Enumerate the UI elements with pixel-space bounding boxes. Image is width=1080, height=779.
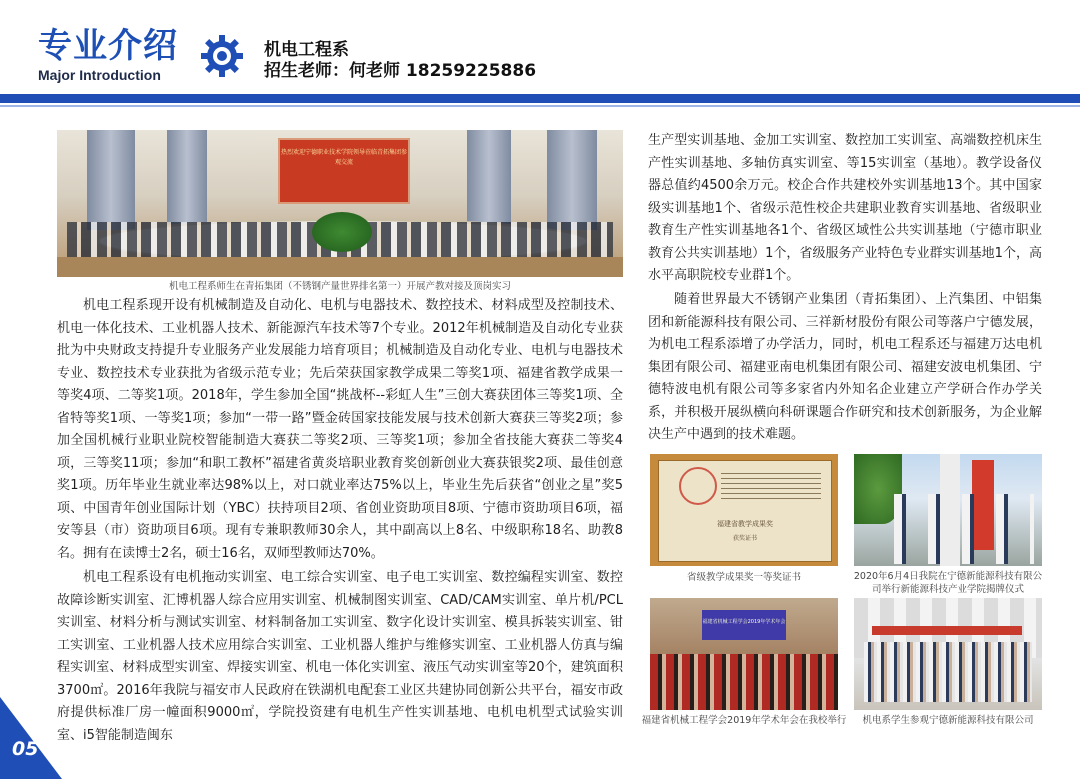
meeting-photo [57,130,623,277]
certificate-title: 福建省教学成果奖 [717,520,773,528]
certificate-caption: 省级教学成果奖一等奖证书 [686,572,801,583]
lecture-hall-photo [650,598,838,710]
meeting-screen-text: 热烈欢迎宁德职业技术学院领导莅临青拓集团参观交流 [280,149,407,166]
admission-contact: 招生老师：何老师 18259225886 [264,61,537,81]
body-paragraph-1: 机电工程系现开设有机械制造及自动化、电机与电器技术、数控技术、材料成型及控制技术、机电一体化技术、工业机器人技术、新能源汽车技术等7个专业。2012年机械制造及自动化专业获批为中央财政支持提升专业服务产业发展能力培育项目；机械制造及自动化专业、电机与电器技术专业、数控技术专业获批为省级示范专业；先后荣获国家教学成果二等奖1项、福建省教学成果一等奖4项、二等奖1项。2018年，学生参加全国“挑战杯--彩虹人生”三创大赛获团体三等奖1项、全省特等奖1项、一等奖1项；参加“一带一路”暨金砖国家技能发展与技术创新大赛获三等奖2项；参加全国机械行业职业院校智能制造大赛获二等奖2项、三等奖1项；参加全省技能大赛获二等奖4项，三等奖11项；参加“和职工教杯”福建省黄炎培职业教育奖创新创业大赛获银奖2项、最佳创意奖1项。历年毕业生就业率达98%以上，对口就业率达75%以上，毕业生先后获省“创业之星”奖5项、中国青年创业国际计划（YBC）扶持项目2项、省创业资助项目8项、宁德市资助项目6项，福安等县（市）资助项目6项。现有专兼职教师30余人，其中副高以上8名、中级职称18名、助教8名。拥有在读博士2名，硕士16名，双师型教师达70%。 [57,298,623,561]
group-visit-photo [854,598,1042,710]
gear-icon [200,34,244,78]
section-subtitle: Major Introduction [38,67,161,83]
body-paragraph-2: 机电工程系设有电机拖动实训室、电工综合实训室、电子电工实训室、数控编程实训室、数控故障诊断实训室、汇博机器人综合应用实训室、机械制图实训室、CAD/CAM实训室、单片机/PCL实训室、材料分析与测试实训室、材料制备加工实训室、数字化设计实训室、模具拆装实训室、钳工实训室、工业机器人技术应用综合实训室、工业机器人维护与维修实训室、工业机器人仿真与编程实训室、材料成型实训室、焊接实训室、机电一体化实训室、液压气动实训室等20个，建筑面积3700㎡。2016年我院与福安市人民政府在铁湖机电配套工业区共建协同创新公共平台，福安市政府提供标准厂房一幢面积9000㎡，学院投资建有电机生产性实训基地、电机电机型式试验实训室、i5智能制造闽东 [57,570,623,743]
lecture-hall-caption: 福建省机械工程学会2019年学术年会在我校举行 [641,715,847,726]
section-title: 专业介绍 [38,26,178,66]
body-paragraph-4: 随着世界最大不锈钢产业集团（青拓集团）、上汽集团、中铝集团和新能源科技有限公司、三祥新材股份有限公司等落户宁德发展，为机电工程系添增了办学活力，同时，机电工程系还与福建万达电机集团有限公司、福建亚南电机集团有限公司、福建安波电机集团、宁德特波电机有限公司等多家省内外知名企业建立产学研合作办学关系，并积极开展纵横向科研课题合作研究和技术创新服务，为企业解决生产中遇到的技术难题。 [648,292,1042,442]
plaque-ceremony-photo [854,454,1042,566]
hall-screen [702,610,786,640]
page-number: 05 [12,738,39,760]
certificate-subtitle: 获奖证书 [732,535,757,542]
plaque-ceremony-caption: 2020年6月4日我院在宁德新能源科技有限公司举行新能源科技产业学院揭牌仪式 [853,571,1043,595]
group-visit-caption: 机电系学生参观宁德新能源科技有限公司 [862,715,1034,726]
meeting-screen [278,138,410,204]
certificate-photo [650,454,838,566]
header-divider [0,94,1080,103]
body-paragraph-3: 生产型实训基地、金加工实训室、数控加工实训室、高端数控机床生产性实训基地、多轴仿真实训室、等15实训室（基地）。教学设备仪器总值约4500余万元。校企合作共建校外实训基地13个。其中国家级实训基地1个、省级示范性校企共建职业教育实训基地、省级职业教育生产性实训基地各1个、省级区域性公共实训基地（宁德市职业教育公共实训基地）1个，省级服务产业特色专业群实训基地1个，高水平高职院校专业群1个。 [648,133,1042,283]
header-divider-thin [0,105,1080,107]
meeting-photo-caption: 机电工程系师生在青拓集团（不锈钢产量世界排名第一）开展产教对接及顶岗实习 [168,281,511,292]
hall-screen-text: 福建省机械工程学会2019年学术年会 [702,619,786,625]
department-name: 机电工程系 [264,40,349,60]
seal-icon [679,467,717,505]
